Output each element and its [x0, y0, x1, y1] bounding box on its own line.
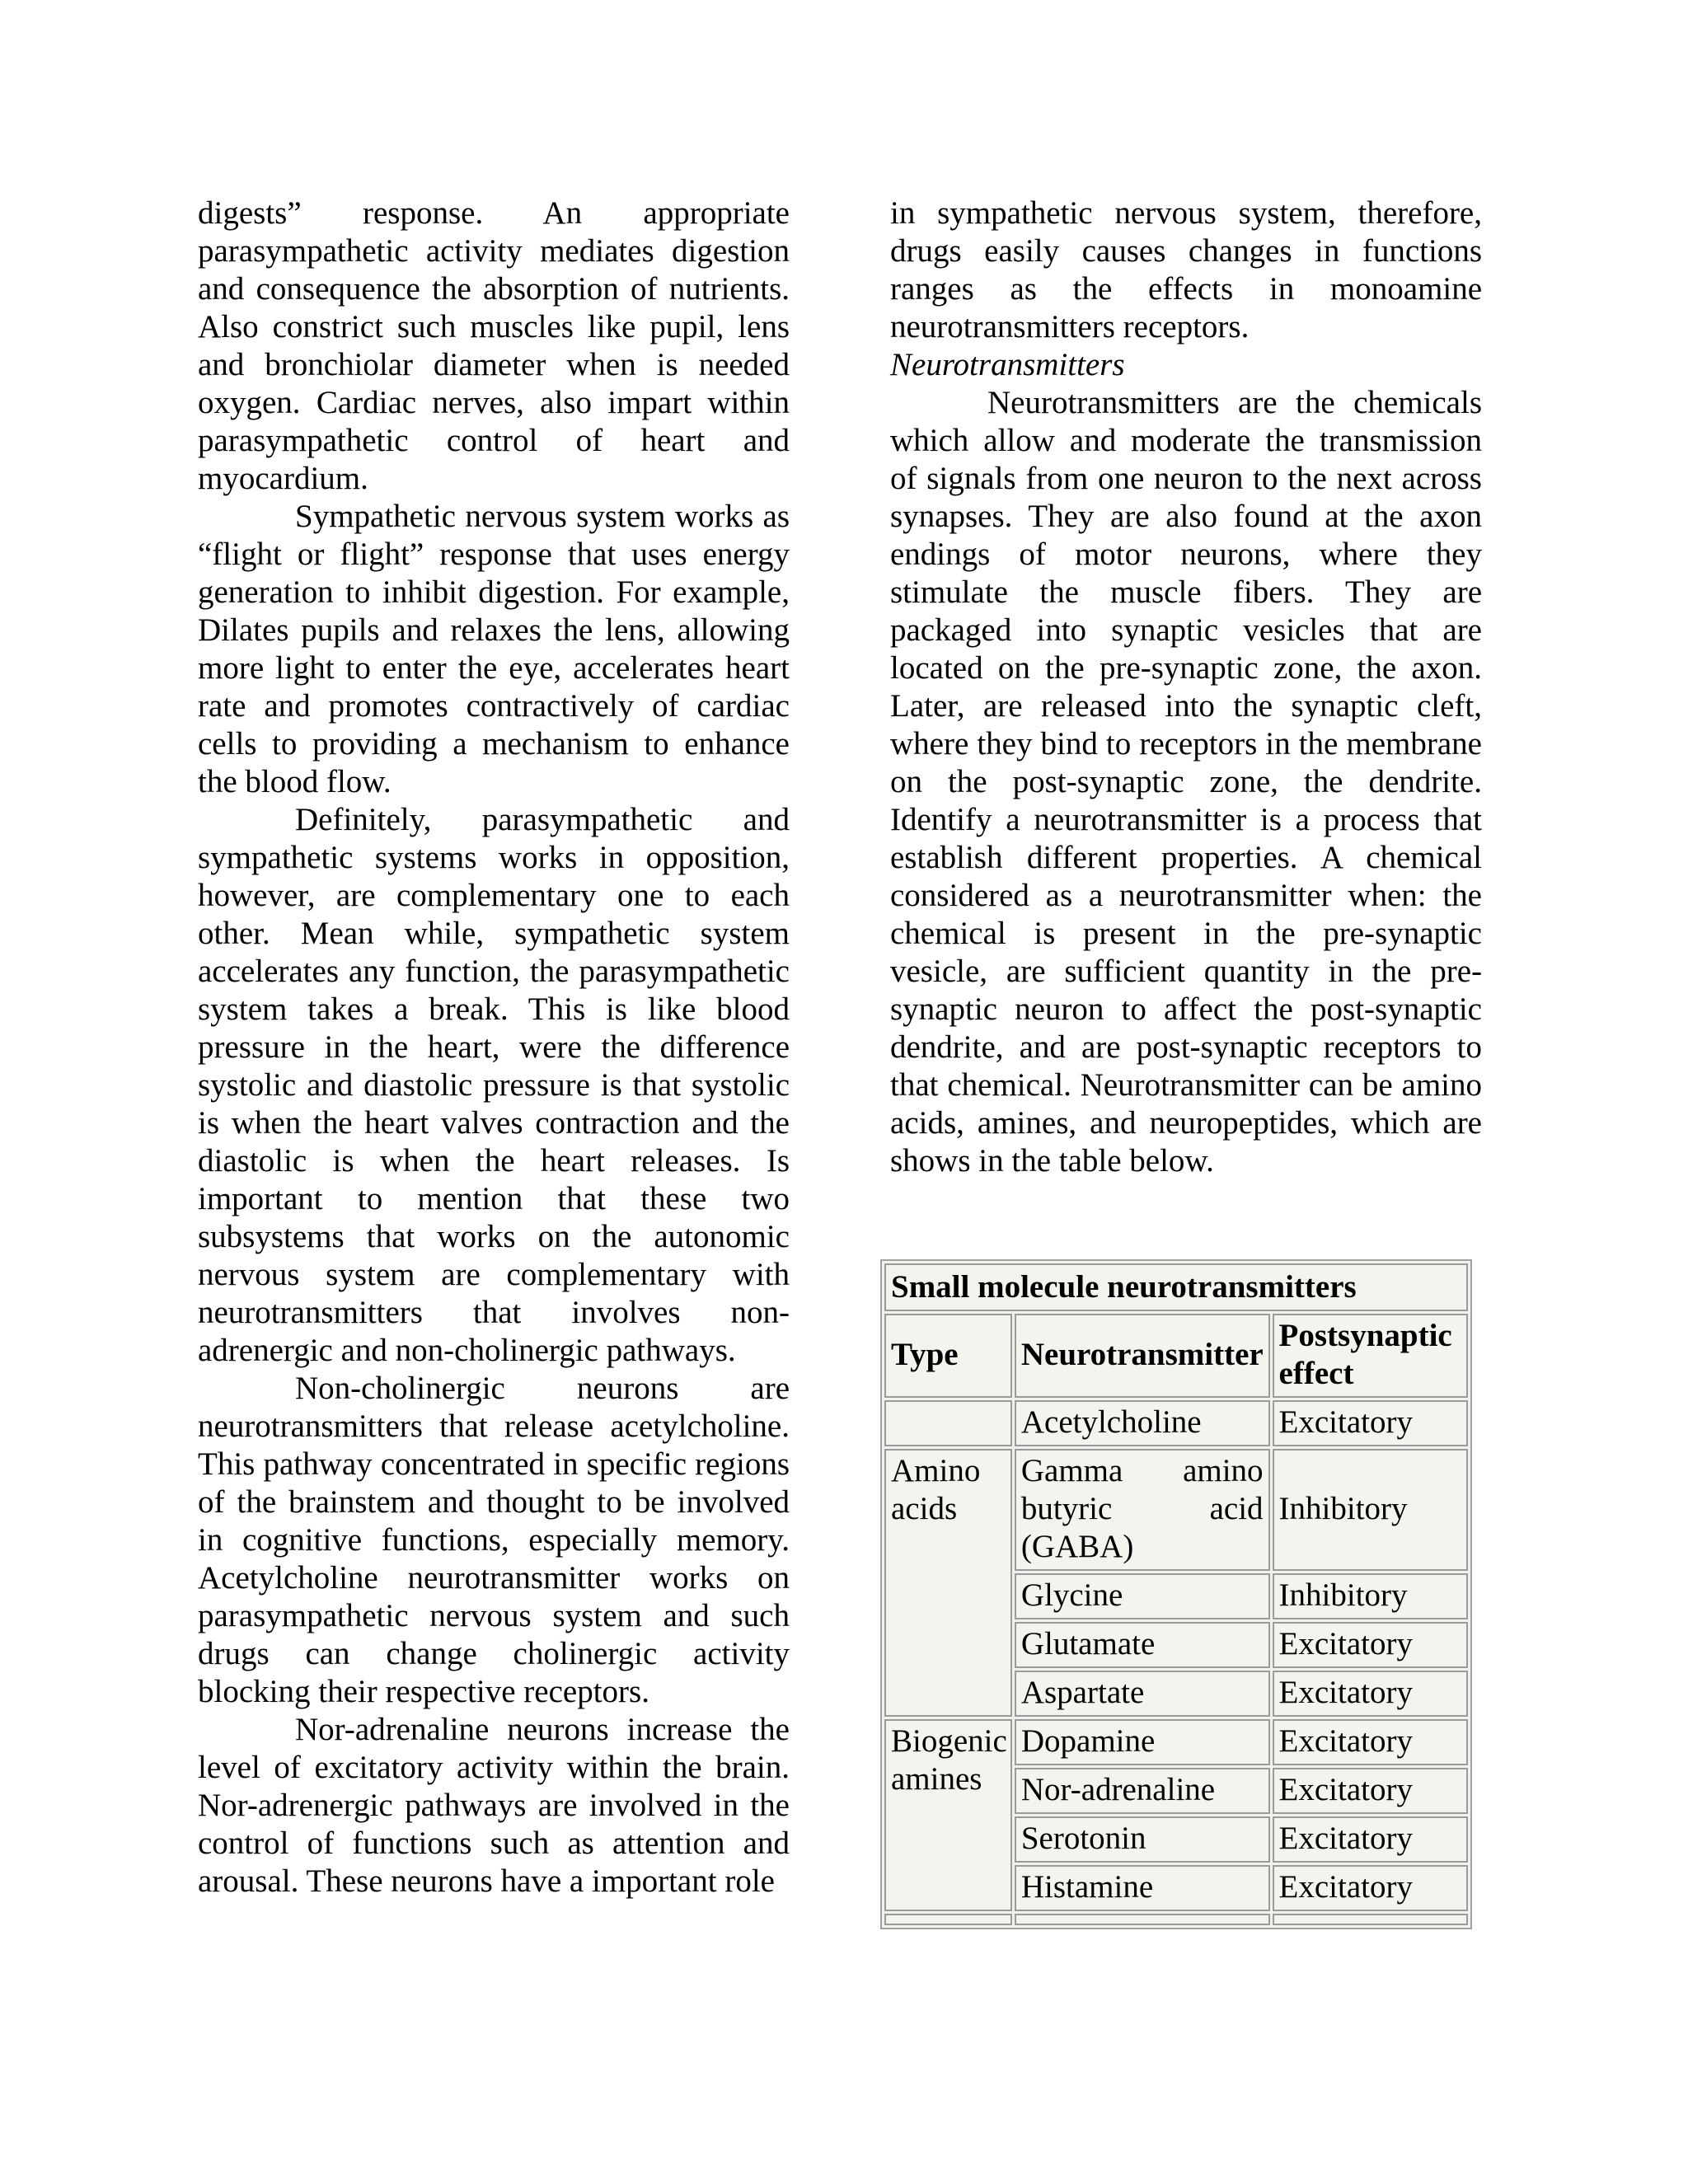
neurotransmitter-cell: Aspartate [1015, 1671, 1270, 1717]
table-empty-row [884, 1914, 1468, 1925]
neurotransmitter-cell: Histamine [1015, 1865, 1270, 1911]
left-paragraph-2: Sympathetic nervous system works as “flight or flight” response that uses energy generation to inhibit digestion. For example, Dilates pupils and relaxes the lens, allowing more light to enter the eye, accelerates heart rate and promotes contractively of cardiac cells to providing a mechanism to enhance the blood flow. [198, 499, 790, 799]
neurotransmitter-cell: Glutamate [1015, 1622, 1270, 1668]
effect-cell: Excitatory [1273, 1816, 1468, 1863]
table-title-row [884, 1263, 1468, 1311]
right-column [890, 194, 1482, 1180]
left-paragraph-4: Non-cholinergic neurons are neurotransmitters that release acetylcholine. This pathway concentrated in specific regions of the brainstem and thought to be involved in cognitive functions, especially memory. Acetylcholine neurotransmitter works on parasympathetic nervous system and such drugs can change cholinergic activity blocking their respective receptors. [198, 1371, 790, 1709]
table-row [884, 1400, 1468, 1446]
effect-cell: Excitatory [1273, 1400, 1468, 1446]
table-header-row [884, 1314, 1468, 1398]
right-paragraph-2: Neurotransmitters are the chemicals which allow and moderate the transmission of signals from one neuron to the next across synapses. They are also found at the axon endings of motor neurons, where they stimulate the muscle fibers. They are packaged into synaptic vesicles that are located on the pre-synaptic zone, the axon. Later, are released into the synaptic cleft, where they bind to receptors in the membrane on the post-synaptic zone, the dendrite. Identify a neurotransmitter is a process that establish different properties. A chemical considered as a neurotransmitter when: the chemical is present in the pre-synaptic vesicle, are sufficient quantity in the pre-synaptic neuron to affect the post-synaptic dendrite, and are post-synaptic receptors to that chemical. Neurotransmitter can be amino acids, amines, and neuropeptides, which are shows in the table below. [890, 385, 1482, 1179]
left-paragraph-5: Nor-adrenaline neurons increase the level of excitatory activity within the brain. Nor-adrenergic pathways are involved in the control of functions such as attention and arousal. These neurons have a important role [198, 1712, 790, 1899]
header-postsynaptic-effect: Postsynaptic effect [1273, 1314, 1468, 1398]
left-paragraph-3: Definitely, parasympathetic and sympathetic systems works in opposition, however, are complementary one to each other. Mean while, sympathetic system accelerates any function, the parasympathetic system takes a break. This is like blood pressure in the heart, were the difference systolic and diastolic pressure is that systolic is when the heart valves contraction and the diastolic is when the heart releases. Is important to mention that these two subsystems that works on the autonomic nervous system are complementary with neurotransmitters that involves non-adrenergic and non-cholinergic pathways. [198, 802, 790, 1368]
effect-cell: Excitatory [1273, 1622, 1468, 1668]
neurotransmitter-cell: Acetylcholine [1015, 1400, 1270, 1446]
table-row [884, 1719, 1468, 1765]
type-cell: Amino acids [884, 1449, 1012, 1717]
section-heading-neurotransmitters: Neurotransmitters [890, 347, 1125, 382]
left-paragraph-1: digests” response. An appropriate parasympathetic activity mediates digestion and consequence the absorption of nutrients. Also constrict such muscles like pupil, lens and bronchiolar diameter when is needed oxygen. Cardiac nerves, also impart within parasympathetic control of heart and myocardium. [198, 195, 790, 496]
type-cell [884, 1400, 1012, 1446]
left-column [198, 194, 790, 1900]
neurotransmitter-cell: Gamma amino butyric acid (GABA) [1015, 1449, 1270, 1571]
effect-cell: Excitatory [1273, 1768, 1468, 1814]
effect-cell: Excitatory [1273, 1719, 1468, 1765]
effect-cell: Excitatory [1273, 1865, 1468, 1911]
neurotransmitter-table-container [880, 1259, 1472, 1929]
neurotransmitter-table [880, 1259, 1472, 1929]
type-cell: Biogenic amines [884, 1719, 1012, 1911]
neurotransmitter-cell: Nor-adrenaline [1015, 1768, 1270, 1814]
header-neurotransmitter: Neurotransmitter [1015, 1314, 1270, 1398]
effect-cell: Excitatory [1273, 1671, 1468, 1717]
empty-cell [884, 1914, 1012, 1925]
empty-cell [1273, 1914, 1468, 1925]
effect-cell: Inhibitory [1273, 1449, 1468, 1571]
right-paragraph-1: in sympathetic nervous system, therefore, drugs easily causes changes in functions ranges as the effects in monoamine neurotransmitters receptors. [890, 195, 1482, 344]
header-type: Type [884, 1314, 1012, 1398]
neurotransmitter-cell: Glycine [1015, 1573, 1270, 1619]
neurotransmitter-cell: Serotonin [1015, 1816, 1270, 1863]
neurotransmitter-cell: Dopamine [1015, 1719, 1270, 1765]
table-title: Small molecule neurotransmitters [884, 1263, 1468, 1311]
effect-cell: Inhibitory [1273, 1573, 1468, 1619]
table-row [884, 1449, 1468, 1571]
empty-cell [1015, 1914, 1270, 1925]
